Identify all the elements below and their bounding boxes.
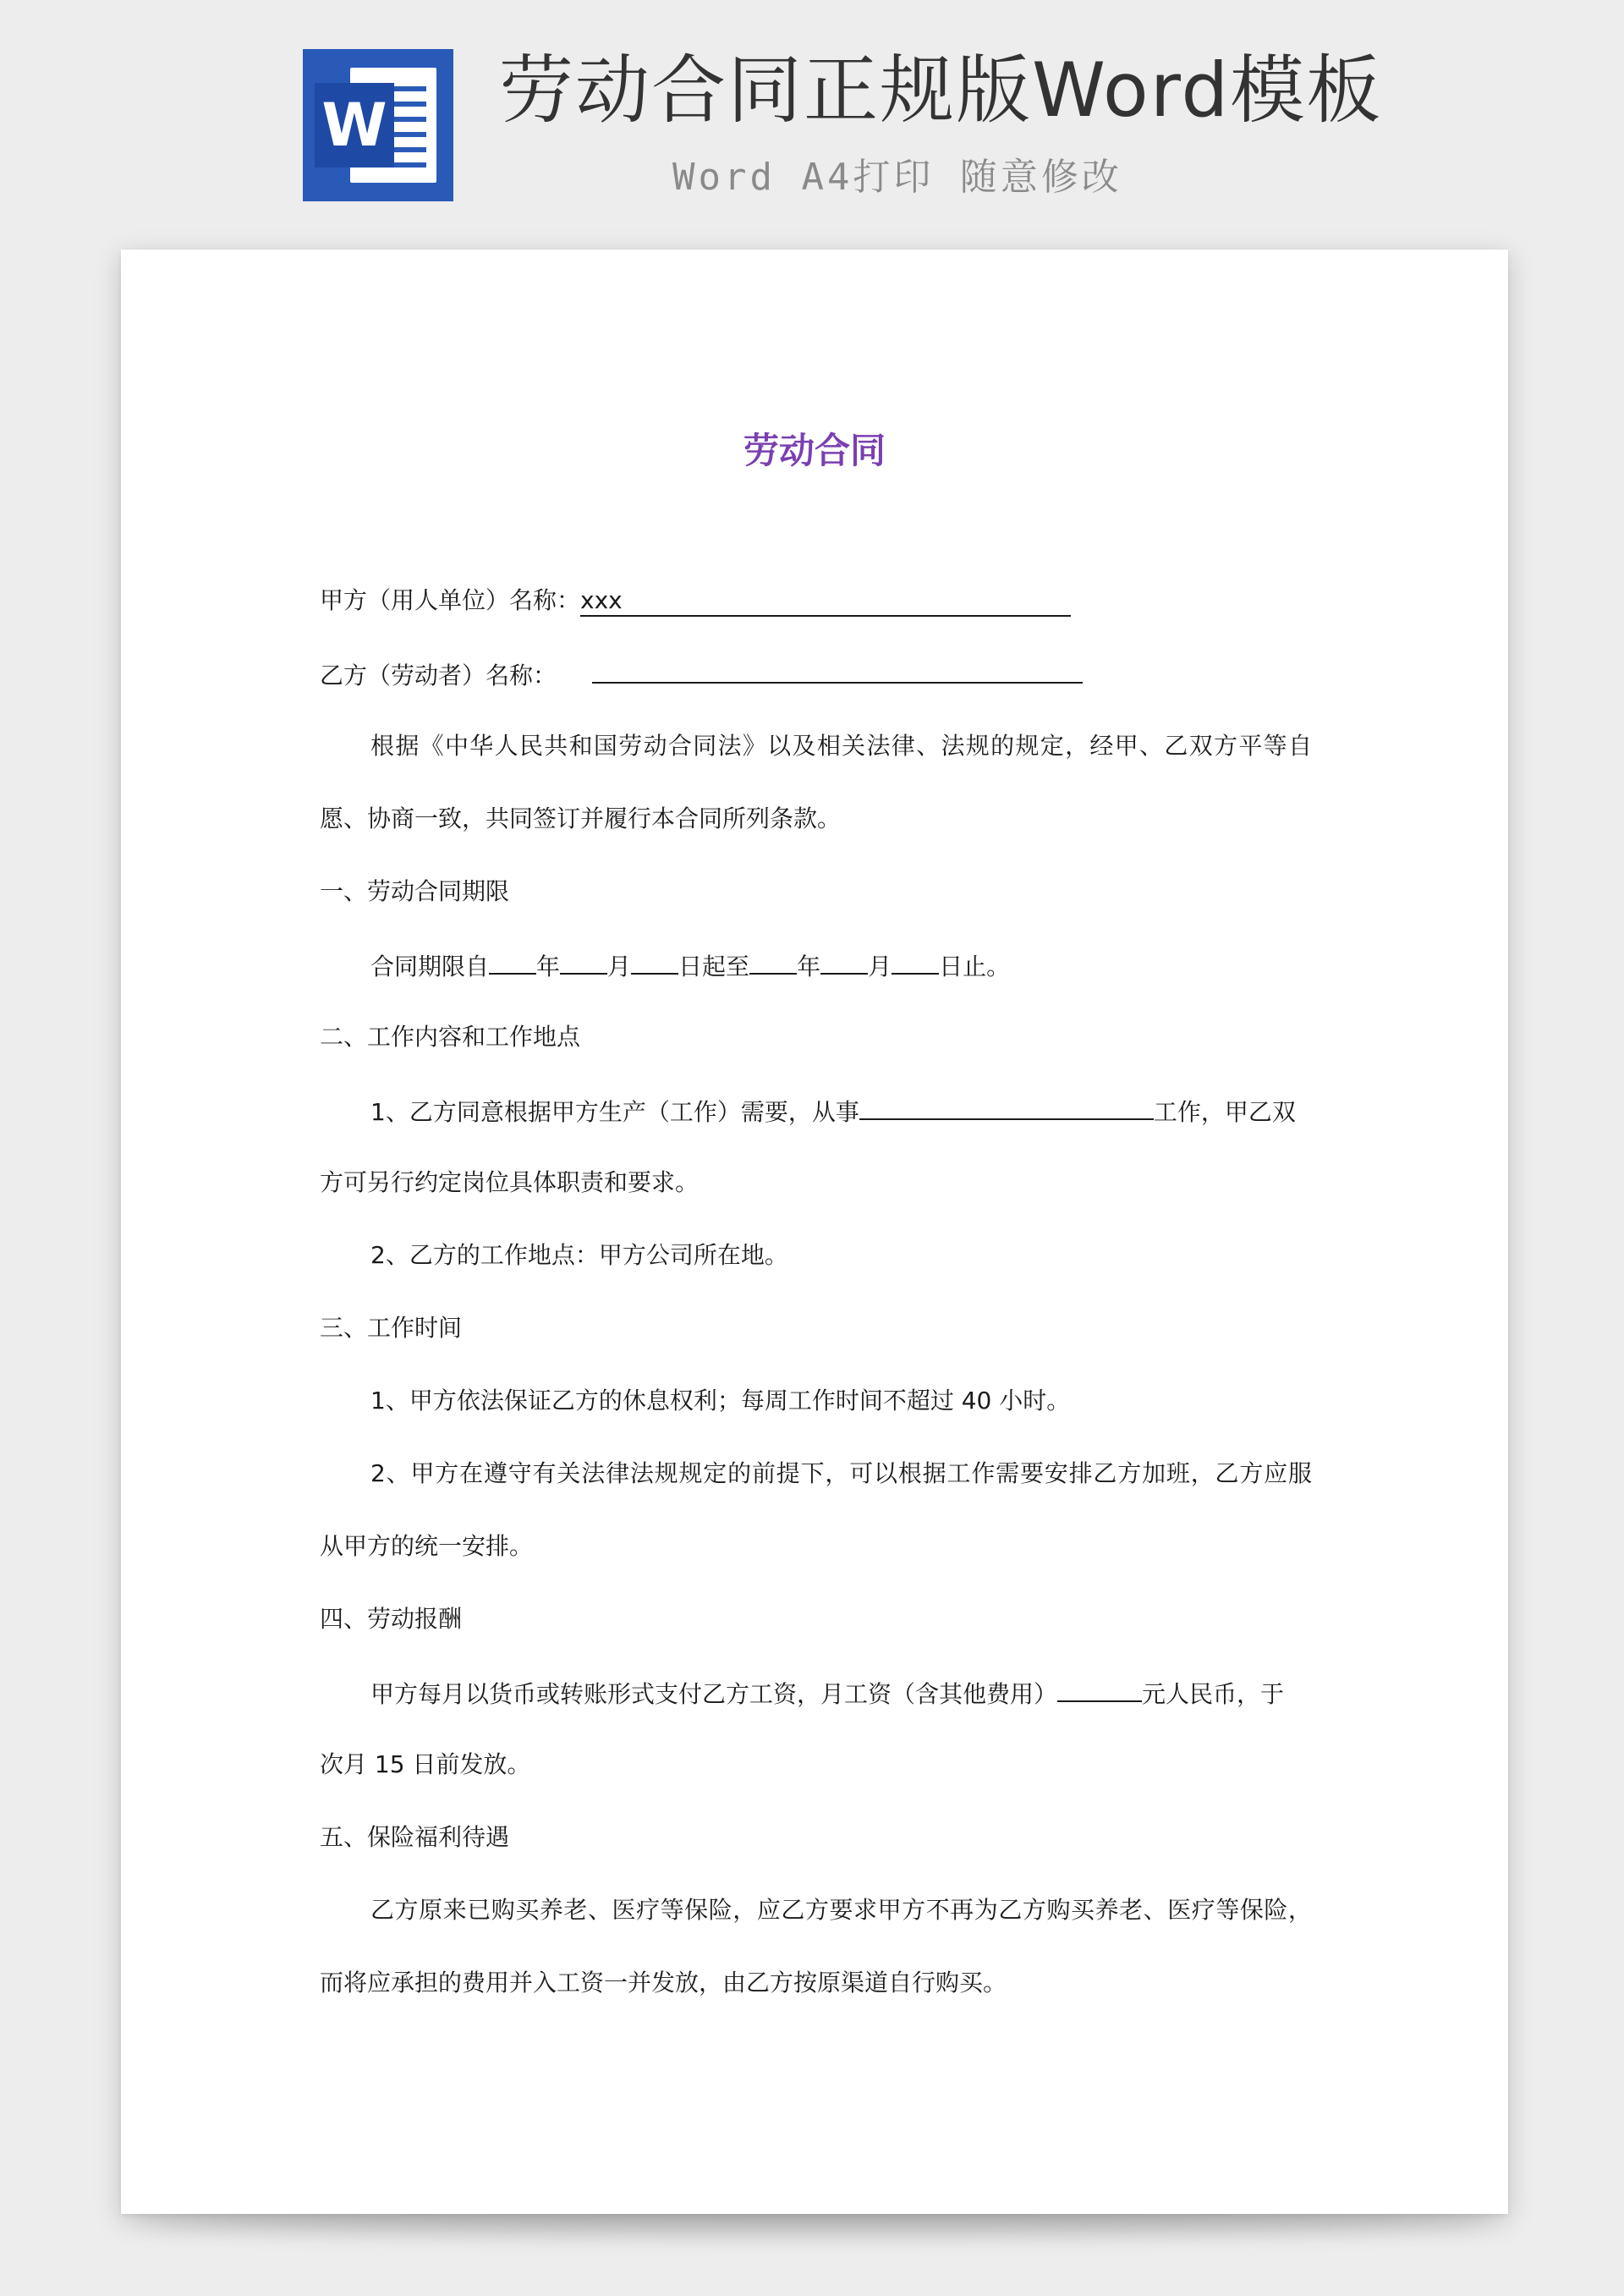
party-b-label: 乙方（劳动者）名称：	[320, 662, 557, 689]
start-year-field[interactable]	[489, 948, 536, 975]
section-3-heading: 三、工作时间	[320, 1314, 463, 1342]
party-b-name-field[interactable]	[592, 656, 1083, 684]
insurance-line1: 乙方原来已购买养老、医疗等保险，应乙方要求甲方不再为乙方购买养老、医疗等保险，	[370, 1896, 1312, 1924]
party-a-name-value: xxx	[580, 586, 623, 614]
intro-paragraph-line1: 根据《中华人民共和国劳动合同法》以及相关法律、法规的规定，经甲、乙双方平等自	[370, 732, 1312, 760]
end-day-field[interactable]	[892, 948, 939, 975]
salary-line2: 次月 15 日前发放。	[320, 1750, 531, 1778]
party-a-name-field[interactable]	[580, 586, 1071, 617]
intro-paragraph-line2: 愿、协商一致，共同签订并履行本合同所列条款。	[320, 805, 842, 832]
section-1-heading: 一、劳动合同期限	[320, 877, 510, 905]
salary-line1	[370, 1675, 1360, 1711]
party-a-label: 甲方（用人单位）名称：	[320, 586, 581, 614]
end-month-field[interactable]	[820, 948, 868, 975]
work-hours-item2-line2: 从甲方的统一安排。	[320, 1532, 534, 1560]
end-year-field[interactable]	[749, 948, 797, 975]
start-month-field[interactable]	[560, 948, 607, 975]
party-b-line	[320, 656, 1309, 693]
salary-amount-field[interactable]	[1057, 1675, 1142, 1702]
insurance-line2: 而将应承担的费用并入工资一并发放，由乙方按原渠道自行购买。	[320, 1969, 1007, 1997]
year-label: 年	[797, 953, 821, 980]
day-end-label: 日止。	[939, 953, 1011, 980]
work-location-line: 2、乙方的工作地点：甲方公司所在地。	[370, 1241, 788, 1269]
salary-suffix: 元人民币，于	[1142, 1680, 1285, 1708]
job-position-field[interactable]	[859, 1093, 1154, 1120]
job-content-suffix: 工作，甲乙双	[1153, 1098, 1296, 1126]
word-logo-icon	[303, 49, 453, 201]
section-4-heading: 四、劳动报酬	[320, 1605, 463, 1633]
banner-title: 劳动合同正规版Word模板	[499, 47, 1383, 134]
banner-header	[0, 0, 1624, 237]
section-2-heading: 二、工作内容和工作地点	[320, 1023, 581, 1051]
work-hours-item1: 1、甲方依法保证乙方的休息权利；每周工作时间不超过 40 小时。	[370, 1387, 1071, 1414]
term-prefix: 合同期限自	[370, 953, 490, 980]
document-page	[121, 250, 1508, 2214]
month-label: 月	[868, 953, 892, 980]
word-letter-badge: W	[315, 83, 394, 168]
salary-prefix: 甲方每月以货币或转账形式支付乙方工资，月工资（含其他费用）	[370, 1680, 1058, 1708]
job-content-prefix: 1、乙方同意根据甲方生产（工作）需要，从事	[370, 1098, 859, 1126]
banner-subtitle: Word A4打印 随意修改	[672, 156, 1122, 199]
month-label: 月	[607, 953, 632, 980]
contract-term-line	[370, 948, 1360, 984]
day-start-label: 日起至	[678, 953, 750, 980]
party-a-line	[320, 584, 1309, 618]
job-content-line1	[370, 1093, 1360, 1129]
document-title: 劳动合同	[743, 430, 886, 471]
start-day-field[interactable]	[631, 948, 678, 975]
section-5-heading: 五、保险福利待遇	[320, 1823, 510, 1851]
year-label: 年	[536, 953, 561, 980]
work-hours-item2-line1: 2、甲方在遵守有关法律法规规定的前提下，可以根据工作需要安排乙方加班，乙方应服	[370, 1459, 1312, 1487]
job-content-line2: 方可另行约定岗位具体职责和要求。	[320, 1168, 700, 1196]
